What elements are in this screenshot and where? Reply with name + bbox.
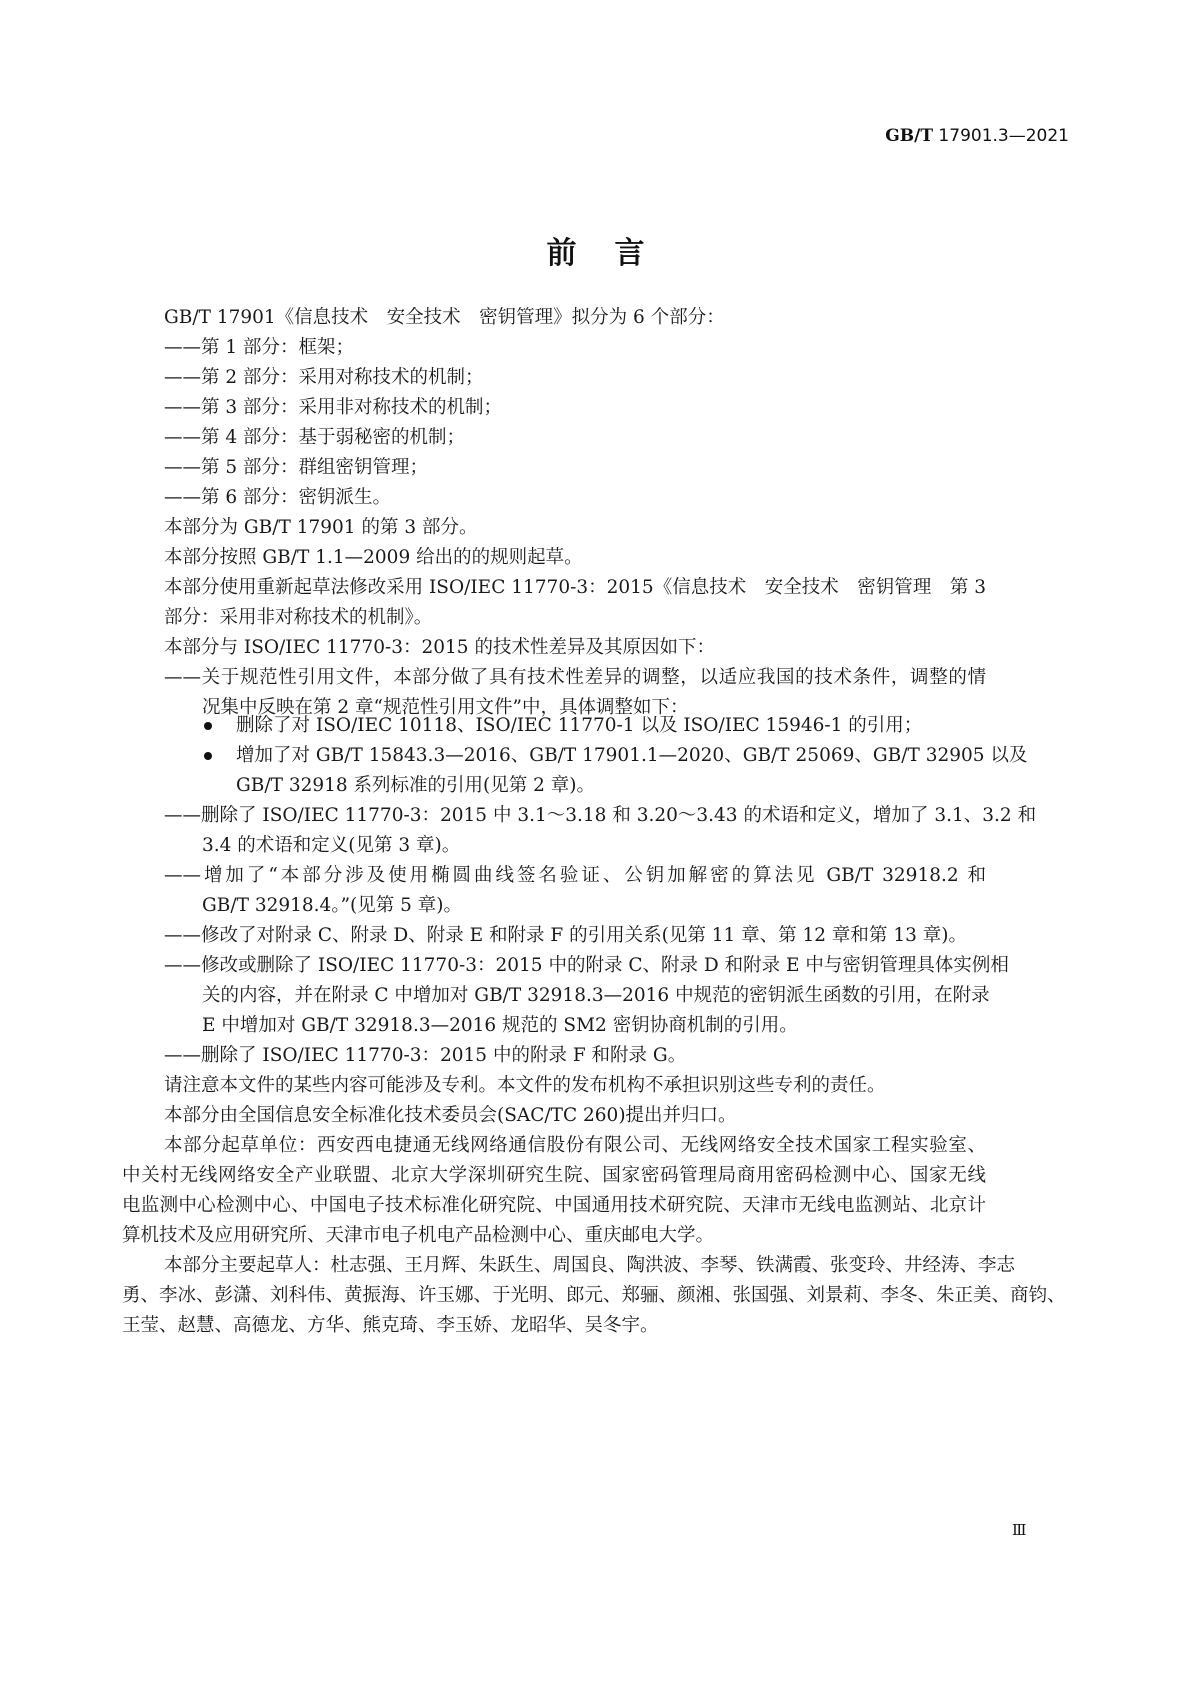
part-list-item: ——第 1 部分：框架； [164,337,355,358]
intro-line: GB/T 17901《信息技术 安全技术 密钥管理》拟分为 6 个部分： [164,307,725,328]
drafters-line: 王莹、赵慧、高德龙、方华、熊克琦、李玉娇、龙昭华、吴冬宇。 [122,1315,659,1336]
bullet-item-continuation: GB/T 32918 系列标准的引用(见第 2 章)。 [236,775,596,796]
paragraph-line: 本部分使用重新起草法修改采用 ISO/IEC 11770-3：2015《信息技术 安全技术 密钥管理 第 3 [164,577,986,598]
drafting-units-line: 电监测中心检测中心、中国电子技术标准化研究院、中国通用技术研究院、天津市无线电监测站、北京计 [122,1195,986,1216]
bullet-dot [204,722,212,730]
page-number: Ⅲ [1012,1521,1027,1539]
difference-item-continuation: E 中增加对 GB/T 32918.3—2016 规范的 SM2 密钥协商机制的引用。 [202,1015,798,1036]
proposer-line: 本部分由全国信息安全标准化技术委员会(SAC/TC 260)提出并归口。 [164,1105,737,1126]
drafting-units-line: 算机技术及应用研究所、天津市电子机电产品检测中心、重庆邮电大学。 [122,1225,715,1246]
part-list-item: ——第 4 部分：基于弱秘密的机制； [164,427,466,448]
paragraph-line: 本部分与 ISO/IEC 11770-3：2015 的技术性差异及其原因如下： [164,637,715,658]
drafters-line: 本部分主要起草人：杜志强、王月辉、朱跃生、周国良、陶洪波、李琴、铁满霞、张变玲、井经涛、李志 [164,1255,1016,1276]
difference-item-continuation: GB/T 32918.4。”(见第 5 章)。 [202,895,463,916]
difference-item: ——修改或删除了 ISO/IEC 11770-3：2015 中的附录 C、附录 D 和附录 E 中与密钥管理具体实例相 [164,955,1009,976]
drafting-units-line: 中关村无线网络安全产业联盟、北京大学深圳研究生院、国家密码管理局商用密码检测中心、国家无线 [122,1165,986,1186]
paragraph-line: 本部分按照 GB/T 1.1—2009 给出的的规则起草。 [164,547,583,568]
difference-item: ——增加了“本部分涉及使用椭圆曲线签名验证、公钥加解密的算法见 GB/T 32918.2 和 [164,865,986,886]
part-list-item: ——第 5 部分：群组密钥管理； [164,457,429,478]
part-list-item: ——第 3 部分：采用非对称技术的机制； [164,397,503,418]
difference-item-continuation: 况集中反映在第 2 章“规范性引用文件”中，具体调整如下： [202,697,689,718]
part-list-item: ——第 6 部分：密钥派生。 [164,487,392,508]
drafting-units-line: 本部分起草单位：西安西电捷通无线网络通信股份有限公司、无线网络安全技术国家工程实验室、 [164,1135,986,1156]
bullet-item: 增加了对 GB/T 15843.3—2016、GB/T 17901.1—2020、GB/T 25069、GB/T 32905 以及 [236,745,1028,766]
paragraph-line: 部分：采用非对称技术的机制》。 [164,607,433,628]
difference-item: ——删除了 ISO/IEC 11770-3：2015 中 3.1～3.18 和 3.20～3.43 的术语和定义，增加了 3.1、3.2 和 [164,805,1037,826]
difference-item: ——修改了对附录 C、附录 D、附录 E 和附录 F 的引用关系(见第 11 章、第 12 章和第 13 章)。 [164,925,967,946]
drafters-line: 勇、李冰、彭潇、刘科伟、黄振海、许玉娜、于光明、郎元、郑骊、颜湘、张国强、刘景莉、李冬、朱正美、商钧、 [122,1285,1066,1306]
bullet-item: 删除了对 ISO/IEC 10118、ISO/IEC 11770-1 以及 ISO/IEC 15946-1 的引用； [236,715,923,736]
difference-item: ——关于规范性引用文件，本部分做了具有技术性差异的调整，以适应我国的技术条件，调整的情 [164,667,986,688]
paragraph-line: 本部分为 GB/T 17901 的第 3 部分。 [164,517,478,538]
difference-item-continuation: 3.4 的术语和定义(见第 3 章)。 [202,835,461,856]
difference-item-continuation: 关的内容，并在附录 C 中增加对 GB/T 32918.3—2016 中规范的密钥派生函数的引用，在附录 [202,985,990,1006]
patent-notice: 请注意本文件的某些内容可能涉及专利。本文件的发布机构不承担识别这些专利的责任。 [164,1075,886,1096]
bullet-dot [204,752,212,760]
part-list-item: ——第 2 部分：采用对称技术的机制； [164,367,484,388]
page-title: 前言 [546,236,683,271]
standard-code-header: GB/T 17901.3—2021 [885,126,1069,146]
difference-item: ——删除了 ISO/IEC 11770-3：2015 中的附录 F 和附录 G。 [164,1045,687,1066]
